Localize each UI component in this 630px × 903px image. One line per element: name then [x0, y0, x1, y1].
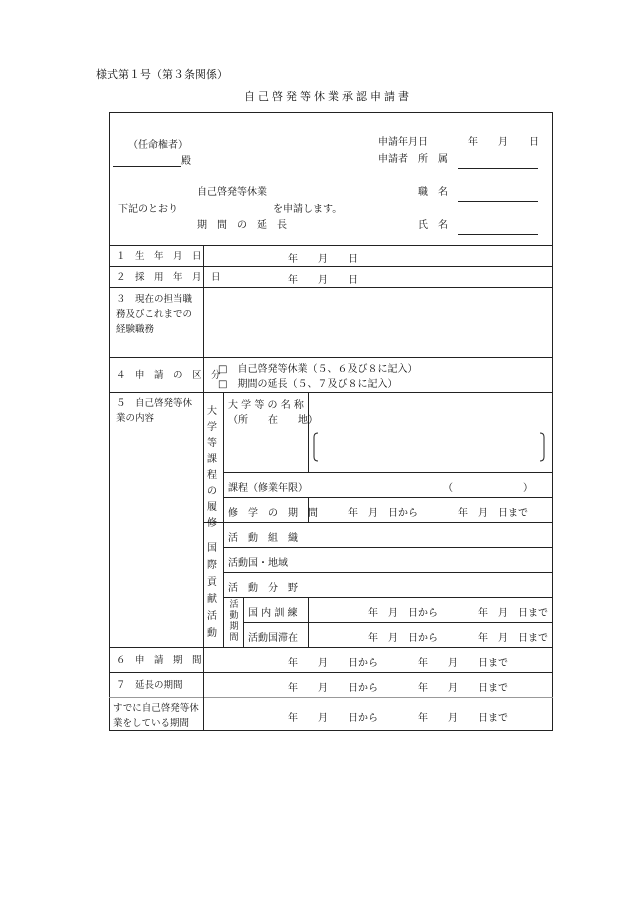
date-day: 日 — [529, 137, 539, 148]
position-label: 職 名 — [418, 187, 448, 198]
category-label: ４ 申 請 の 区 分 — [116, 370, 221, 381]
univ-name-label: 大 学 等 の 名 称 — [228, 400, 304, 411]
study-period-label: 修 学 の 期 間 — [228, 508, 318, 519]
appointer-label: （任命権者） — [128, 140, 188, 151]
body-before: 下記のとおり — [118, 204, 178, 215]
position-field[interactable] — [458, 183, 538, 202]
duties-field[interactable] — [204, 288, 552, 356]
field-field[interactable] — [309, 573, 552, 596]
training-value[interactable]: 年 月 日から 年 月 日まで — [368, 608, 548, 619]
dono-label: 殿 — [181, 156, 191, 167]
country-label: 活動国・地域 — [228, 558, 288, 569]
stay-label: 活動国滞在 — [248, 633, 298, 644]
already-value[interactable]: 年 月 日から 年 月 日まで — [288, 713, 508, 724]
extension-period-value[interactable]: 年 月 日から 年 月 日まで — [288, 683, 508, 694]
activity-period-label: 活動期間 — [229, 600, 239, 643]
date-year: 年 — [468, 137, 478, 148]
intl-group-label: 国際貢献活動 — [207, 543, 217, 639]
form-number: 様式第１号（第３条関係） — [96, 68, 228, 81]
org-field[interactable] — [309, 523, 552, 546]
already-label: すでに自己啓発等休業をしている期間 — [113, 703, 199, 729]
duties-label: ３ 現在の担当職務及びこれまでの経験職務 — [116, 294, 193, 335]
extension-period-label: ７ 延長の期間 — [116, 680, 183, 691]
org-label: 活 動 組 織 — [228, 533, 298, 544]
name-field[interactable] — [458, 216, 538, 235]
body-after: を申請します。 — [273, 204, 343, 215]
stay-value[interactable]: 年 月 日から 年 月 日まで — [368, 633, 548, 644]
option-extension: 期 間 の 延 長 — [197, 220, 287, 231]
category-option-leave[interactable]: □ 自己啓発等休業（５、６及び８に記入） — [218, 364, 418, 375]
content-label: ５ 自己啓発等休業の内容 — [116, 398, 193, 424]
name-label: 氏 名 — [418, 220, 448, 231]
option-leave: 自己啓発等休業 — [197, 187, 267, 198]
training-label: 国 内 訓 練 — [248, 608, 298, 619]
hire-value[interactable]: 年 月 日 — [288, 275, 358, 286]
request-period-value[interactable]: 年 月 日から 年 月 日まで — [288, 658, 508, 669]
univ-location-label: （所 在 地） — [228, 415, 318, 426]
field-label: 活 動 分 野 — [228, 583, 298, 594]
affiliation-label: 申請者 所 属 — [378, 154, 448, 165]
country-field[interactable] — [309, 548, 552, 571]
date-month: 月 — [498, 137, 508, 148]
course-value[interactable]: （ ） — [443, 483, 533, 494]
birth-value[interactable]: 年 月 日 — [288, 254, 358, 265]
course-label: 課程（修業年限） — [228, 483, 308, 494]
category-option-extension[interactable]: □ 期間の延長（５、７及び８に記入） — [218, 379, 398, 390]
affiliation-field[interactable] — [458, 150, 538, 169]
addressee-line — [113, 152, 191, 167]
date-label: 申請年月日 — [378, 137, 428, 148]
hire-label: ２ 採 用 年 月 日 — [116, 272, 221, 283]
study-period-value[interactable]: 年 月 日から 年 月 日まで — [348, 508, 528, 519]
page-title: 自己啓発等休業承認申請書 — [244, 90, 412, 103]
univ-group-label: 大学等課程の履修 — [207, 406, 217, 529]
request-period-label: ６ 申 請 期 間 — [116, 655, 202, 666]
univ-name-field[interactable] — [309, 393, 552, 471]
birth-label: １ 生 年 月 日 — [116, 251, 202, 262]
